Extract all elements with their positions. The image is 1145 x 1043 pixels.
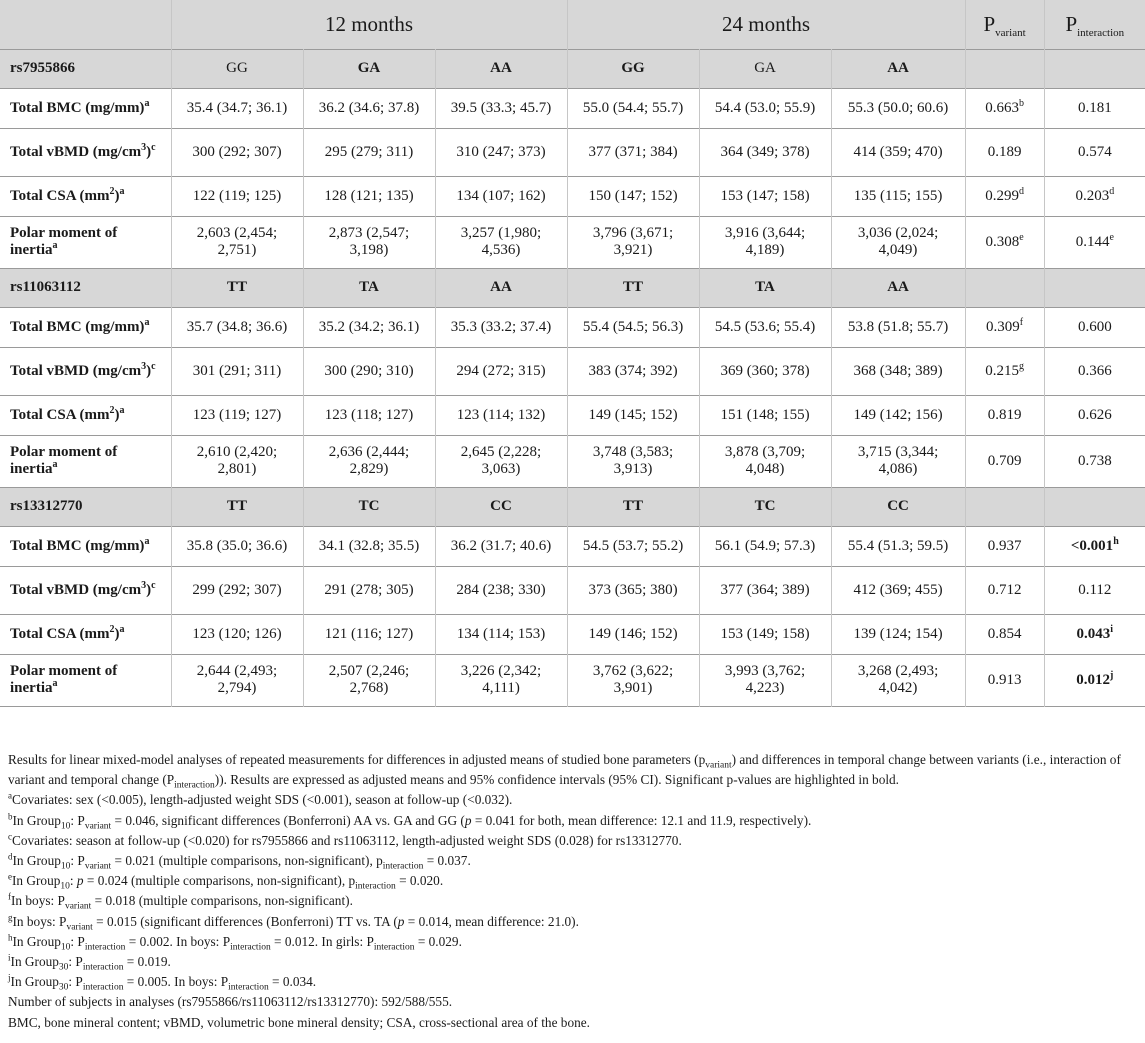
value-cell: 310 (247; 373) [435, 128, 567, 176]
value-cell: 150 (147; 152) [567, 176, 699, 216]
table-row [0, 347, 1145, 395]
snp-header-row [0, 487, 1145, 526]
value-cell: 300 (292; 307) [171, 128, 303, 176]
value-cell: 35.2 (34.2; 36.1) [303, 307, 435, 347]
value-cell: 53.8 (51.8; 55.7) [831, 307, 965, 347]
value-cell: 55.3 (50.0; 60.6) [831, 88, 965, 128]
value-cell: 123 (120; 126) [171, 614, 303, 654]
footnote-h: $^h$In Group$_{10}$: $P_{interaction} = 0.002$. In boys: $P_{interaction} = 0.012$. In girls: $P_{interaction} = 0.029$. [8, 932, 462, 953]
table-row [0, 566, 1145, 614]
footnote-c: $^c$Covariates: season at follow-up (<0.020) for rs7955866 and rs11063112, length-adjusted weight SDS (0.028) for rs13312770. [8, 831, 682, 848]
p-interaction-cell: 0.203$^d$ [1044, 176, 1145, 216]
value-cell: 139 (124; 154) [831, 614, 965, 654]
value-cell: 153 (147; 158) [699, 176, 831, 216]
value-cell: 3,762 (3,622; 3,901) [567, 654, 699, 706]
footnote-j: $^j$In Group$_{30}$: $P_{interaction} = 0.005$. In boys: $P_{interaction} = 0.034$. [8, 972, 317, 993]
value-cell: 2,873 (2,547; 3,198) [303, 216, 435, 268]
genotype-header: TT [567, 487, 699, 526]
value-cell: 36.2 (31.7; 40.6) [435, 526, 567, 566]
header-p-interaction: $P_{interaction}$ [1044, 0, 1145, 49]
genotype-header: GA [303, 49, 435, 88]
footnote-subjects: Number of subjects in analyses (rs7955866/rs11063112/rs13312770): 592/588/555. [8, 994, 453, 1010]
snp-id: rs13312770 [0, 487, 171, 526]
snp-header-row [0, 49, 1145, 88]
empty-cell [965, 268, 1044, 307]
value-cell: 3,226 (2,342; 4,111) [435, 654, 567, 706]
footnote-e: $^e$In Group$_{10}$: p = 0.024 (multiple comparisons, non-significant), $p_{interaction} = 0.020$. [8, 871, 444, 892]
table-row [0, 526, 1145, 566]
p-interaction-cell: 0.144e [1044, 216, 1145, 268]
value-cell: 56.1 (54.9; 57.3) [699, 526, 831, 566]
value-cell: 123 (114; 132) [435, 395, 567, 435]
genotype-header: GG [567, 49, 699, 88]
value-cell: 3,878 (3,709; 4,048) [699, 435, 831, 487]
table-header-row [0, 0, 1145, 49]
parameter-label: Total vBMD $(mg/cm^3)^c$ [10, 141, 156, 160]
genotype-header: AA [435, 49, 567, 88]
table-row [0, 307, 1145, 347]
value-cell: 3,715 (3,344; 4,086) [831, 435, 965, 487]
snp-header-row [0, 268, 1145, 307]
value-cell: 39.5 (33.3; 45.7) [435, 88, 567, 128]
value-cell: 54.4 (53.0; 55.9) [699, 88, 831, 128]
p-interaction-cell: 0.366 [1044, 347, 1145, 395]
value-cell: 35.8 (35.0; 36.6) [171, 526, 303, 566]
genotype-header: AA [831, 49, 965, 88]
value-cell: 35.4 (34.7; 36.1) [171, 88, 303, 128]
p-variant-cell: 0.854 [965, 614, 1044, 654]
table-row [0, 435, 1145, 487]
p-variant-cell: 0.309$^f$ [965, 307, 1044, 347]
footnote-g: $^g$In boys: $P_{variant} = 0.015$ (significant differences (Bonferroni) TT vs. TA (p = 0.014, mean difference: 21.0). [8, 912, 579, 933]
genotype-header: AA [831, 268, 965, 307]
value-cell: 284 (238; 330) [435, 566, 567, 614]
p-interaction-cell: 0.626 [1044, 395, 1145, 435]
parameter-label: Polar moment of inertia$^a$ [10, 663, 118, 696]
parameter-label: Total CSA $(mm^2)^a$ [10, 404, 125, 423]
value-cell: 414 (359; 470) [831, 128, 965, 176]
genotype-header: CC [831, 487, 965, 526]
genotype-header: TT [171, 487, 303, 526]
value-cell: 3,916 (3,644; 4,189) [699, 216, 831, 268]
value-cell: 135 (115; 155) [831, 176, 965, 216]
value-cell: 123 (119; 127) [171, 395, 303, 435]
genotype-header: GA [699, 49, 831, 88]
value-cell: 383 (374; 392) [567, 347, 699, 395]
footnote-a: $^a$Covariates: sex (<0.005), length-adjusted weight SDS (<0.001), season at follow-up (<0.032). [8, 790, 513, 808]
p-interaction-cell: 0.600 [1044, 307, 1145, 347]
footnote-b: $^b$In Group$_{10}$: $P_{variant} = 0.046$, significant differences (Bonferroni) AA vs. GA and GG (p = 0.041 for both, mean difference: 12.1 and 11.9, respectively). [8, 811, 812, 832]
value-cell: 3,993 (3,762; 4,223) [699, 654, 831, 706]
value-cell: 2,507 (2,246; 2,768) [303, 654, 435, 706]
table-row [0, 176, 1145, 216]
p-variant-cell: 0.913 [965, 654, 1044, 706]
value-cell: 54.5 (53.6; 55.4) [699, 307, 831, 347]
empty-cell [1044, 487, 1145, 526]
table-row [0, 216, 1145, 268]
table-row [0, 395, 1145, 435]
value-cell: 3,796 (3,671; 3,921) [567, 216, 699, 268]
footnote-f: $^f$In boys: $P_{variant} = 0.018$ (multiple comparisons, non-significant). [8, 892, 353, 913]
genotype-header: TT [171, 268, 303, 307]
value-cell: 121 (116; 127) [303, 614, 435, 654]
table-footnotes [8, 750, 1138, 1033]
value-cell: 149 (142; 156) [831, 395, 965, 435]
value-cell: 151 (148; 155) [699, 395, 831, 435]
value-cell: 149 (146; 152) [567, 614, 699, 654]
value-cell: 2,636 (2,444; 2,829) [303, 435, 435, 487]
p-variant-cell: 0.308e [965, 216, 1044, 268]
p-interaction-cell: <0.001$^h$ [1044, 526, 1145, 566]
empty-cell [1044, 49, 1145, 88]
value-cell: 294 (272; 315) [435, 347, 567, 395]
table-row [0, 88, 1145, 128]
snp-id: rs7955866 [0, 49, 171, 88]
value-cell: 134 (114; 153) [435, 614, 567, 654]
value-cell: 412 (369; 455) [831, 566, 965, 614]
header-p-variant: $P_{variant}$ [965, 0, 1044, 49]
value-cell: 3,036 (2,024; 4,049) [831, 216, 965, 268]
value-cell: 55.0 (54.4; 55.7) [567, 88, 699, 128]
value-cell: 2,644 (2,493; 2,794) [171, 654, 303, 706]
table-row [0, 654, 1145, 706]
parameter-label: Total BMC $(mg/mm)^a$ [10, 535, 150, 554]
parameter-label: Total vBMD $(mg/cm^3)^c$ [10, 579, 156, 598]
value-cell: 3,257 (1,980; 4,536) [435, 216, 567, 268]
value-cell: 364 (349; 378) [699, 128, 831, 176]
value-cell: 134 (107; 162) [435, 176, 567, 216]
value-cell: 149 (145; 152) [567, 395, 699, 435]
p-interaction-cell: 0.738 [1044, 435, 1145, 487]
p-interaction-cell: 0.574 [1044, 128, 1145, 176]
parameter-label: Polar moment of inertia$^a$ [10, 444, 118, 477]
genotype-header: GG [171, 49, 303, 88]
value-cell: 300 (290; 310) [303, 347, 435, 395]
value-cell: 128 (121; 135) [303, 176, 435, 216]
parameter-label: Total BMC $(mg/mm)^a$ [10, 316, 150, 335]
genotype-header: TA [699, 268, 831, 307]
table-row [0, 128, 1145, 176]
value-cell: 295 (279; 311) [303, 128, 435, 176]
value-cell: 2,603 (2,454; 2,751) [171, 216, 303, 268]
value-cell: 54.5 (53.7; 55.2) [567, 526, 699, 566]
parameter-label: Total CSA $(mm^2)^a$ [10, 185, 125, 204]
empty-cell [965, 49, 1044, 88]
p-interaction-cell: 0.112 [1044, 566, 1145, 614]
p-interaction-cell: 0.181 [1044, 88, 1145, 128]
value-cell: 2,610 (2,420; 2,801) [171, 435, 303, 487]
value-cell: 3,748 (3,583; 3,913) [567, 435, 699, 487]
value-cell: 55.4 (51.3; 59.5) [831, 526, 965, 566]
value-cell: 377 (371; 384) [567, 128, 699, 176]
value-cell: 377 (364; 389) [699, 566, 831, 614]
p-interaction-cell: 0.043$^i$ [1044, 614, 1145, 654]
footnote-i: $^i$In Group$_{30}$: $P_{interaction} = 0.019$. [8, 952, 171, 973]
p-variant-cell: 0.819 [965, 395, 1044, 435]
parameter-label: Total CSA $(mm^2)^a$ [10, 623, 125, 642]
p-variant-cell: 0.215$^g$ [965, 347, 1044, 395]
genotype-header: TT [567, 268, 699, 307]
value-cell: 36.2 (34.6; 37.8) [303, 88, 435, 128]
p-interaction-cell: 0.012$^j$ [1044, 654, 1145, 706]
parameter-label: Total BMC $(mg/mm)^a$ [10, 97, 150, 116]
corner-cell [0, 0, 171, 49]
footnote-d: $^d$In Group$_{10}$: $P_{variant} = 0.021$ (multiple comparisons, non-significant), $p_{interaction} = 0.037$. [8, 851, 471, 872]
genotype-header: TC [699, 487, 831, 526]
value-cell: 291 (278; 305) [303, 566, 435, 614]
value-cell: 34.1 (32.8; 35.5) [303, 526, 435, 566]
genotype-header: TC [303, 487, 435, 526]
genotype-header: AA [435, 268, 567, 307]
p-variant-cell: 0.189 [965, 128, 1044, 176]
table-row [0, 614, 1145, 654]
empty-cell [1044, 268, 1145, 307]
footnote-intro: Results for linear mixed-model analyses of repeated measurements for differences in adjusted means of studied bone parameters $(p_{variant})$ and differences in temporal change between variants (i.e., interaction of variant and temporal change $(P_{interaction})$). Results are expressed as adjusted means and 95% confidence intervals (95% CI). Significant p-values are highlighted in bold. [8, 752, 1121, 791]
value-cell: 123 (118; 127) [303, 395, 435, 435]
value-cell: 2,645 (2,228; 3,063) [435, 435, 567, 487]
parameter-label: Total vBMD $(mg/cm^3)^c$ [10, 360, 156, 379]
snp-id: rs11063112 [0, 268, 171, 307]
p-variant-cell: 0.937 [965, 526, 1044, 566]
value-cell: 3,268 (2,493; 4,042) [831, 654, 965, 706]
value-cell: 153 (149; 158) [699, 614, 831, 654]
p-variant-cell: 0.299$^d$ [965, 176, 1044, 216]
value-cell: 368 (348; 389) [831, 347, 965, 395]
p-variant-cell: 0.712 [965, 566, 1044, 614]
parameter-label: Polar moment of inertia$^a$ [10, 225, 118, 258]
value-cell: 35.3 (33.2; 37.4) [435, 307, 567, 347]
p-variant-cell: 0.709 [965, 435, 1044, 487]
value-cell: 35.7 (34.8; 36.6) [171, 307, 303, 347]
header-12-months: 12 months [171, 0, 567, 49]
value-cell: 373 (365; 380) [567, 566, 699, 614]
header-24-months: 24 months [567, 0, 965, 49]
footnote-abbreviations: BMC, bone mineral content; vBMD, volumetric bone mineral density; CSA, cross-sectional area of the bone. [8, 1014, 590, 1030]
genotype-header: CC [435, 487, 567, 526]
p-variant-cell: 0.663$^b$ [965, 88, 1044, 128]
genotype-header: TA [303, 268, 435, 307]
value-cell: 369 (360; 378) [699, 347, 831, 395]
value-cell: 301 (291; 311) [171, 347, 303, 395]
value-cell: 122 (119; 125) [171, 176, 303, 216]
empty-cell [965, 487, 1044, 526]
value-cell: 299 (292; 307) [171, 566, 303, 614]
value-cell: 55.4 (54.5; 56.3) [567, 307, 699, 347]
